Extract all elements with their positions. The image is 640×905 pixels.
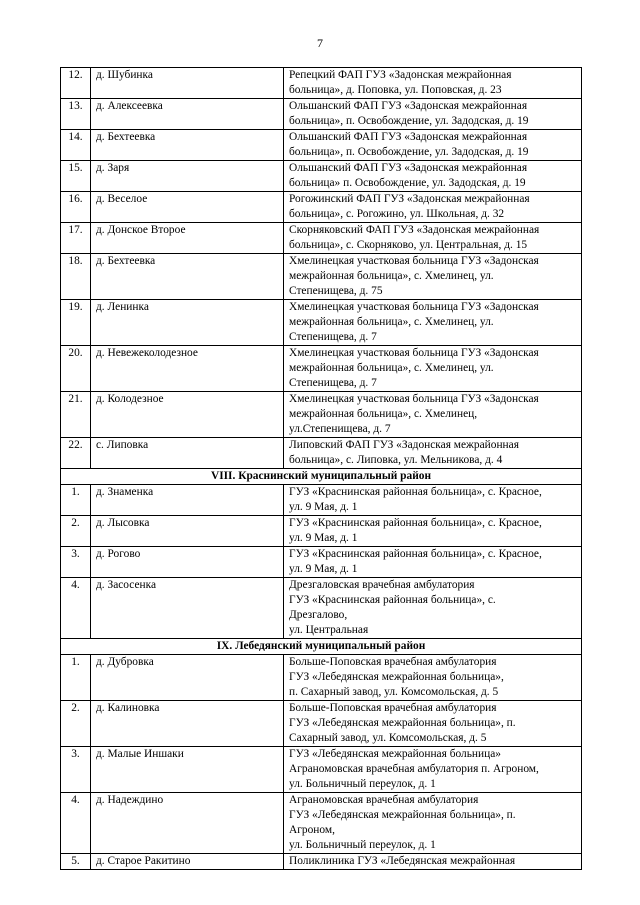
- village-name: д. Заря: [91, 161, 284, 192]
- address-line: ул.Степенищева, д. 7: [289, 423, 391, 435]
- village-name: д. Бехтеевка: [91, 254, 284, 300]
- address-line: больница» п. Освобождение, ул. Задодская, д. 19: [289, 177, 526, 189]
- address-line: ГУЗ «Краснинская районная больница», с. Красное,: [289, 548, 542, 560]
- address-line: Дрезгалово,: [289, 609, 348, 621]
- facility-address: [284, 793, 582, 854]
- row-number: 17.: [61, 223, 91, 254]
- table-row: [61, 438, 582, 469]
- village-name: д. Надеждино: [91, 793, 284, 854]
- row-number: 21.: [61, 392, 91, 438]
- row-number: 2.: [61, 701, 91, 747]
- village-name: д. Колодезное: [91, 392, 284, 438]
- table-row: [61, 793, 582, 854]
- address-line: ул. Больничный переулок, д. 1: [289, 839, 436, 851]
- row-number: 16.: [61, 192, 91, 223]
- table-row: [61, 300, 582, 346]
- address-line: межрайонная больница», с. Хмелинец, ул.: [289, 362, 494, 374]
- address-line: больница», с. Липовка, ул. Мельникова, д. 4: [289, 454, 503, 466]
- row-number: 12.: [61, 68, 91, 99]
- village-name: д. Ленинка: [91, 300, 284, 346]
- address-line: Степенищева, д. 75: [289, 285, 383, 297]
- village-name: д. Дубровка: [91, 655, 284, 701]
- section-header-row: [61, 639, 582, 655]
- address-line: ул. 9 Мая, д. 1: [289, 563, 358, 575]
- table-row: [61, 99, 582, 130]
- village-name: д. Знаменка: [91, 485, 284, 516]
- section-header-row: [61, 469, 582, 485]
- row-number: 15.: [61, 161, 91, 192]
- address-line: больница», д. Поповка, ул. Поповская, д. 23: [289, 84, 502, 96]
- village-name: д. Старое Ракитино: [91, 854, 284, 870]
- facility-address: [284, 655, 582, 701]
- facility-address: [284, 516, 582, 547]
- address-line: Степенищева, д. 7: [289, 377, 377, 389]
- facilities-table: [60, 67, 582, 870]
- row-number: 13.: [61, 99, 91, 130]
- table-row: [61, 346, 582, 392]
- address-line: Аграномовская врачебная амбулатория п. Агроном,: [289, 763, 539, 775]
- row-number: 5.: [61, 854, 91, 870]
- facility-address: [284, 223, 582, 254]
- facility-address: [284, 130, 582, 161]
- table-row: [61, 392, 582, 438]
- table-row: [61, 516, 582, 547]
- village-name: д. Бехтеевка: [91, 130, 284, 161]
- table-row: [61, 854, 582, 870]
- facility-address: [284, 701, 582, 747]
- address-line: ГУЗ «Лебедянская межрайонная больница», п.: [289, 809, 516, 821]
- village-name: д. Малые Иншаки: [91, 747, 284, 793]
- address-line: Скорняковский ФАП ГУЗ «Задонская межрайонная: [289, 224, 540, 236]
- address-line: ул. 9 Мая, д. 1: [289, 532, 358, 544]
- address-line: межрайонная больница», с. Хмелинец, ул.: [289, 316, 494, 328]
- facility-address: [284, 854, 582, 870]
- address-line: Ольшанский ФАП ГУЗ «Задонская межрайонная: [289, 131, 528, 143]
- address-line: ул. Центральная: [289, 624, 369, 636]
- table-row: [61, 130, 582, 161]
- address-line: ГУЗ «Краснинская районная больница», с.: [289, 594, 496, 606]
- address-line: Хмелинецкая участковая больница ГУЗ «Задонская: [289, 347, 539, 359]
- table-row: [61, 747, 582, 793]
- address-line: Рогожинский ФАП ГУЗ «Задонская межрайонная: [289, 193, 530, 205]
- address-line: Хмелинецкая участковая больница ГУЗ «Задонская: [289, 301, 539, 313]
- address-line: Степенищева, д. 7: [289, 331, 377, 343]
- address-line: Хмелинецкая участковая больница ГУЗ «Задонская: [289, 393, 539, 405]
- address-line: больница», с. Скорняково, ул. Центральная, д. 15: [289, 239, 528, 251]
- table-row: [61, 254, 582, 300]
- village-name: с. Липовка: [91, 438, 284, 469]
- facility-address: [284, 300, 582, 346]
- facility-address: [284, 578, 582, 639]
- table-row: [61, 223, 582, 254]
- village-name: д. Алексеевка: [91, 99, 284, 130]
- village-name: д. Невежеколодезное: [91, 346, 284, 392]
- village-name: д. Донское Второе: [91, 223, 284, 254]
- row-number: 22.: [61, 438, 91, 469]
- address-line: Хмелинецкая участковая больница ГУЗ «Задонская: [289, 255, 539, 267]
- page-number: 7: [317, 36, 323, 50]
- address-line: межрайонная больница», с. Хмелинец, ул.: [289, 270, 494, 282]
- address-line: Липовский ФАП ГУЗ «Задонская межрайонная: [289, 439, 519, 451]
- table-row: [61, 578, 582, 639]
- address-line: больница», п. Освобождение, ул. Задодская, д. 19: [289, 146, 529, 158]
- facilities-table-body: [61, 68, 582, 870]
- address-line: Репецкий ФАП ГУЗ «Задонская межрайонная: [289, 69, 512, 81]
- address-line: Агроном,: [289, 824, 335, 836]
- row-number: 4.: [61, 793, 91, 854]
- village-name: д. Рогово: [91, 547, 284, 578]
- row-number: 14.: [61, 130, 91, 161]
- village-name: д. Лысовка: [91, 516, 284, 547]
- village-name: д. Калиновка: [91, 701, 284, 747]
- address-line: больница», п. Освобождение, ул. Задодская, д. 19: [289, 115, 529, 127]
- address-line: ул. Больничный переулок, д. 1: [289, 778, 436, 790]
- facility-address: [284, 192, 582, 223]
- row-number: 18.: [61, 254, 91, 300]
- address-line: ГУЗ «Краснинская районная больница», с. Красное,: [289, 517, 542, 529]
- row-number: 19.: [61, 300, 91, 346]
- row-number: 20.: [61, 346, 91, 392]
- facility-address: [284, 485, 582, 516]
- address-line: Больше-Поповская врачебная амбулатория: [289, 656, 497, 668]
- village-name: д. Засосенка: [91, 578, 284, 639]
- address-line: Дрезгаловская врачебная амбулатория: [289, 579, 475, 591]
- facility-address: [284, 68, 582, 99]
- facility-address: [284, 747, 582, 793]
- village-name: д. Шубинка: [91, 68, 284, 99]
- section-title: IX. Лебедянский муниципальный район: [61, 639, 582, 655]
- address-line: ул. 9 Мая, д. 1: [289, 501, 358, 513]
- table-row: [61, 192, 582, 223]
- facility-address: [284, 346, 582, 392]
- facility-address: [284, 392, 582, 438]
- village-name: д. Веселое: [91, 192, 284, 223]
- address-line: ГУЗ «Лебедянская межрайонная больница»,: [289, 671, 504, 683]
- address-line: больница», с. Рогожино, ул. Школьная, д. 32: [289, 208, 505, 220]
- table-row: [61, 655, 582, 701]
- address-line: п. Сахарный завод, ул. Комсомольская, д. 5: [289, 686, 499, 698]
- address-line: Аграномовская врачебная амбулатория: [289, 794, 479, 806]
- address-line: Ольшанский ФАП ГУЗ «Задонская межрайонная: [289, 162, 528, 174]
- row-number: 1.: [61, 655, 91, 701]
- facility-address: [284, 99, 582, 130]
- address-line: Ольшанский ФАП ГУЗ «Задонская межрайонная: [289, 100, 528, 112]
- row-number: 1.: [61, 485, 91, 516]
- address-line: Больше-Поповская врачебная амбулатория: [289, 702, 497, 714]
- table-row: [61, 161, 582, 192]
- address-line: межрайонная больница», с. Хмелинец,: [289, 408, 478, 420]
- address-line: Поликлиника ГУЗ «Лебедянская межрайонная: [289, 855, 516, 867]
- facility-address: [284, 547, 582, 578]
- address-line: ГУЗ «Краснинская районная больница», с. Красное,: [289, 486, 542, 498]
- table-row: [61, 547, 582, 578]
- address-line: ГУЗ «Лебедянская межрайонная больница»: [289, 748, 501, 760]
- row-number: 2.: [61, 516, 91, 547]
- address-line: Сахарный завод, ул. Комсомольская, д. 5: [289, 732, 487, 744]
- facility-address: [284, 161, 582, 192]
- table-row: [61, 485, 582, 516]
- table-row: [61, 701, 582, 747]
- facility-address: [284, 438, 582, 469]
- address-line: ГУЗ «Лебедянская межрайонная больница», п.: [289, 717, 516, 729]
- row-number: 3.: [61, 747, 91, 793]
- table-row: [61, 68, 582, 99]
- row-number: 3.: [61, 547, 91, 578]
- facility-address: [284, 254, 582, 300]
- section-title: VIII. Краснинский муниципальный район: [61, 469, 582, 485]
- row-number: 4.: [61, 578, 91, 639]
